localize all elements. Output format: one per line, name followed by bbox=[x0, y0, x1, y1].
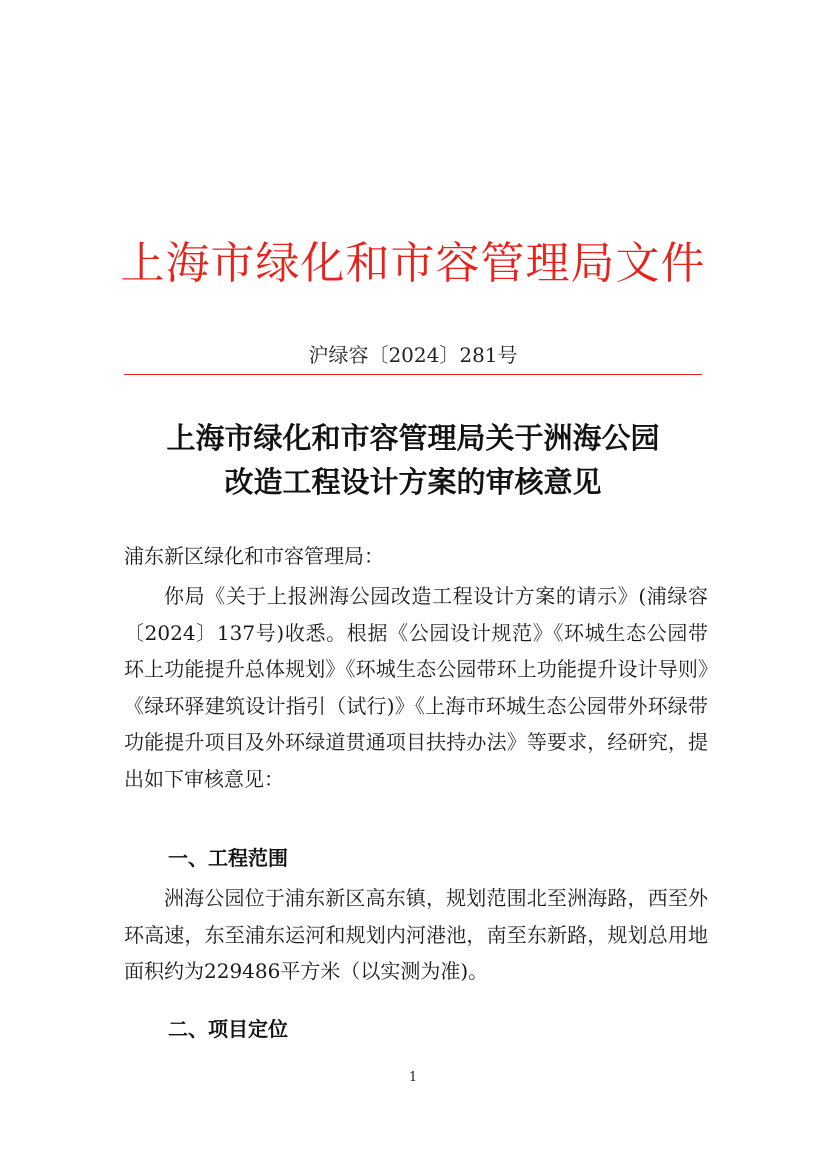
document-title-line-2: 改造工程设计方案的审核意见 bbox=[224, 465, 602, 499]
intro-paragraph: 你局《关于上报洲海公园改造工程设计方案的请示》(浦绿容〔2024〕137号)收悉。根据《公园设计规范》《环城生态公园带环上功能提升总体规划》《环城生态公园带环上功能提升设计导则》《绿环驿建筑设计指引（试行)》《上海市环城生态公园带外环绿带功能提升项目及外环绿道贯通项目扶持办法》等要求，经研究，提出如下审核意见： bbox=[124, 584, 708, 791]
section-heading-positioning: 二、项目定位 bbox=[168, 1017, 288, 1041]
document-title bbox=[0, 416, 826, 504]
red-divider-line bbox=[124, 374, 702, 375]
scope-paragraph: 洲海公园位于浦东新区高东镇，规划范围北至洲海路，西至外环高速，东至浦东运河和规划内河港池，南至东新路，规划总用地面积约为229486平方米（以实测为准)。 bbox=[124, 886, 708, 983]
section-heading-scope: 一、工程范围 bbox=[168, 846, 288, 870]
issuer-masthead: 上海市绿化和市容管理局文件 bbox=[120, 238, 706, 289]
document-number: 沪绿容〔2024〕281号 bbox=[308, 343, 518, 367]
document-title-line-1: 上海市绿化和市容管理局关于洲海公园 bbox=[166, 421, 660, 455]
salutation: 浦东新区绿化和市容管理局： bbox=[124, 544, 384, 568]
page-number: 1 bbox=[408, 1070, 418, 1085]
